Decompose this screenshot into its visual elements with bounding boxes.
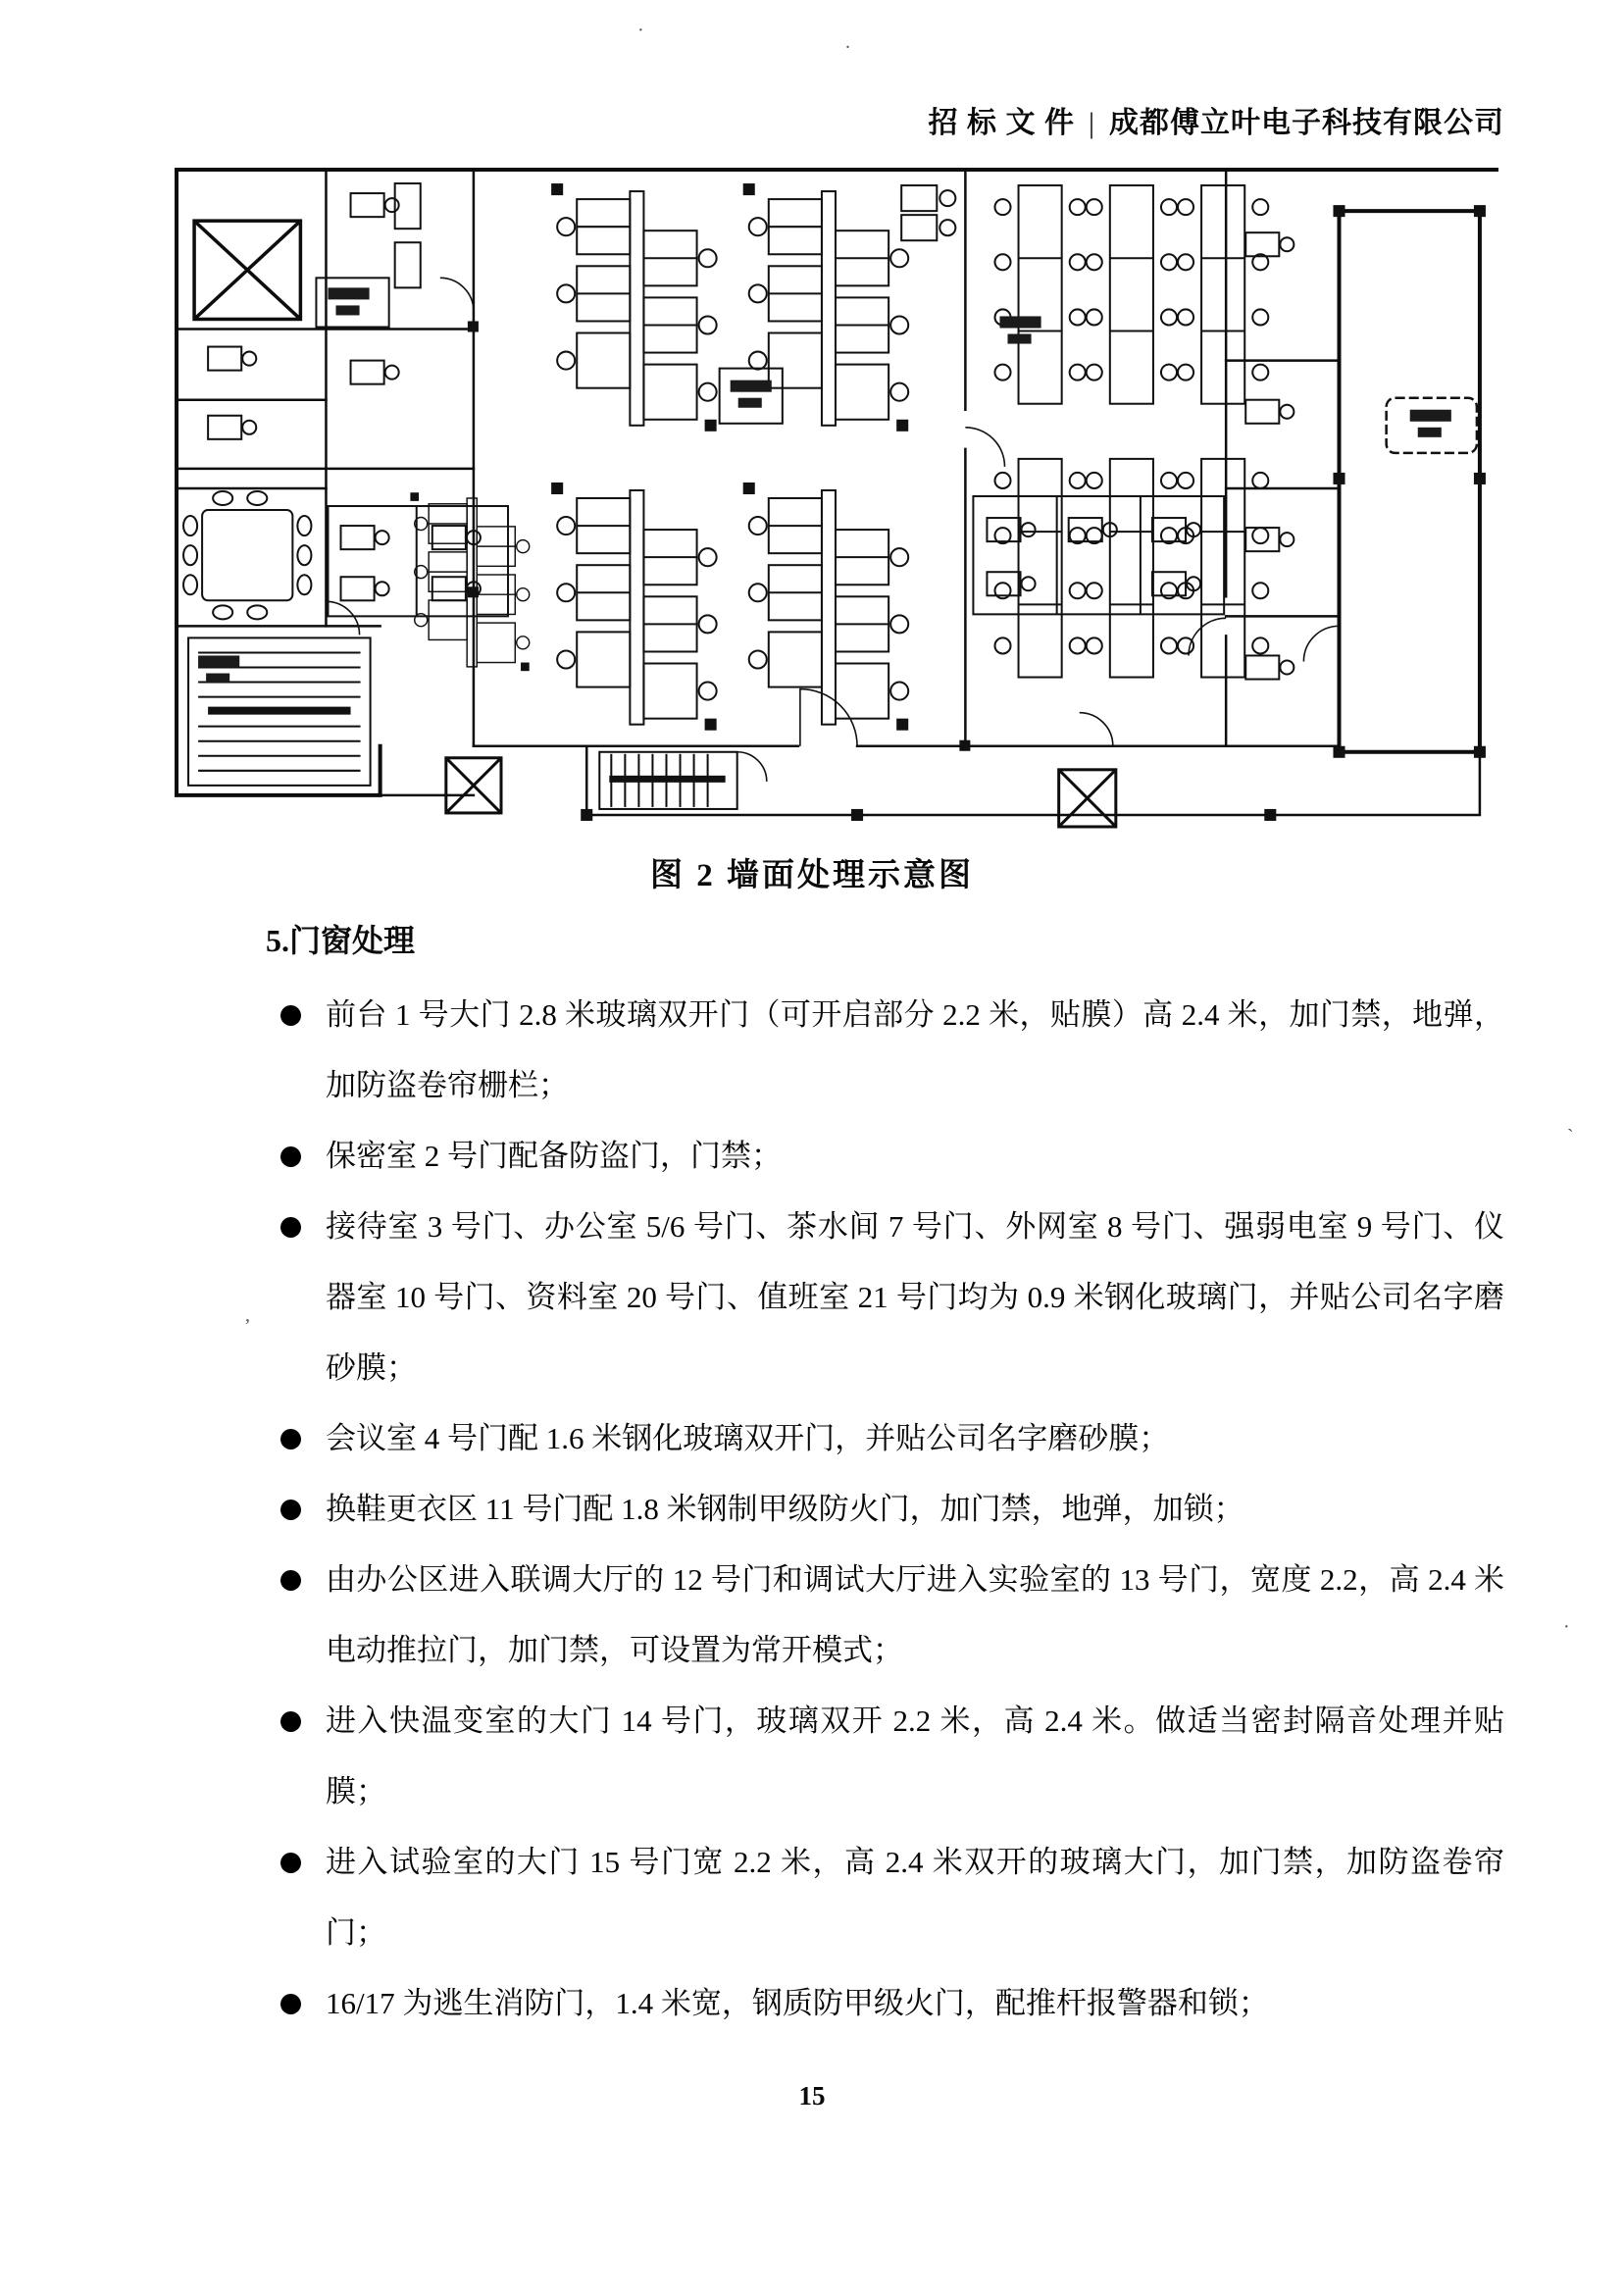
company-name: 成都傅立叶电子科技有限公司 [1109,107,1504,139]
bullet-marker-icon [280,1429,301,1450]
bullet-text: 进入快温变室的大门 14 号门，玻璃双开 2.2 米，高 2.4 米。做适当密封隔音处理并贴膜； [326,1704,1504,1808]
bullet-marker-icon [280,1570,301,1591]
list-item [280,1192,1504,1403]
list-item [280,1686,1504,1827]
bullet-text: 进入试验室的大门 15 号门宽 2.2 米，高 2.4 米双开的玻璃大门，加门禁，加防盗卷帘门； [326,1845,1504,1950]
scan-speck: · [637,20,644,41]
doc-type-label: 招 标 文 件 [928,107,1075,139]
bullet-text: 由办公区进入联调大厅的 12 号门和调试大厅进入实验室的 13 号门，宽度 2.2，高 2.4 米电动推拉门，加门禁，可设置为常开模式； [326,1562,1504,1667]
bullet-text: 接待室 3 号门、办公室 5/6 号门、茶水间 7 号门、外网室 8 号门、强弱电室 9 号门、仪器室 10 号门、资料室 20 号门、值班室 21 号门均为 0.9 米钢化玻璃门，并贴公司名字磨砂膜； [326,1209,1504,1385]
bullet-marker-icon [280,1005,301,1026]
bullet-marker-icon [280,1500,301,1520]
list-item [280,1827,1504,1968]
bullet-marker-icon [280,1711,301,1732]
bullet-text: 前台 1 号大门 2.8 米玻璃双开门（可开启部分 2.2 米，贴膜）高 2.4 米，加门禁，地弹，加防盗卷帘栅栏； [326,997,1504,1102]
bullet-marker-icon [280,1217,301,1238]
bullet-marker-icon [280,1994,301,2014]
list-item [280,980,1504,1121]
bullet-list [280,980,1504,2039]
scan-speck: , [245,1304,250,1326]
page-header [928,98,1504,141]
page-number: 15 [798,2081,826,2111]
header-separator: | [1088,107,1095,139]
bullet-text: 16/17 为逃生消防门，1.4 米宽，钢质防甲级火门，配推杆报警器和锁； [326,1986,1269,2020]
bullet-marker-icon [280,1146,301,1167]
scan-speck: . [845,31,850,53]
bullet-text: 换鞋更衣区 11 号门配 1.8 米钢制甲级防火门，加门禁，地弹，加锁； [326,1492,1244,1526]
scan-speck: · [1563,1616,1570,1638]
figure-caption: 图 2 墙面处理示意图 [650,858,974,893]
bullet-text: 保密室 2 号门配备防盗门，门禁； [326,1139,782,1173]
scan-speck: ` [1567,1126,1574,1147]
section-heading: 5.门窗处理 [266,923,416,958]
list-item [280,1121,1504,1192]
floor-plan-figure [169,161,1506,836]
list-item [280,1474,1504,1545]
bullet-text: 会议室 4 号门配 1.6 米钢化玻璃双开门，并贴公司名字磨砂膜； [326,1421,1170,1455]
bullet-marker-icon [280,1853,301,1873]
list-item [280,1545,1504,1686]
list-item [280,1968,1504,2039]
list-item [280,1403,1504,1474]
